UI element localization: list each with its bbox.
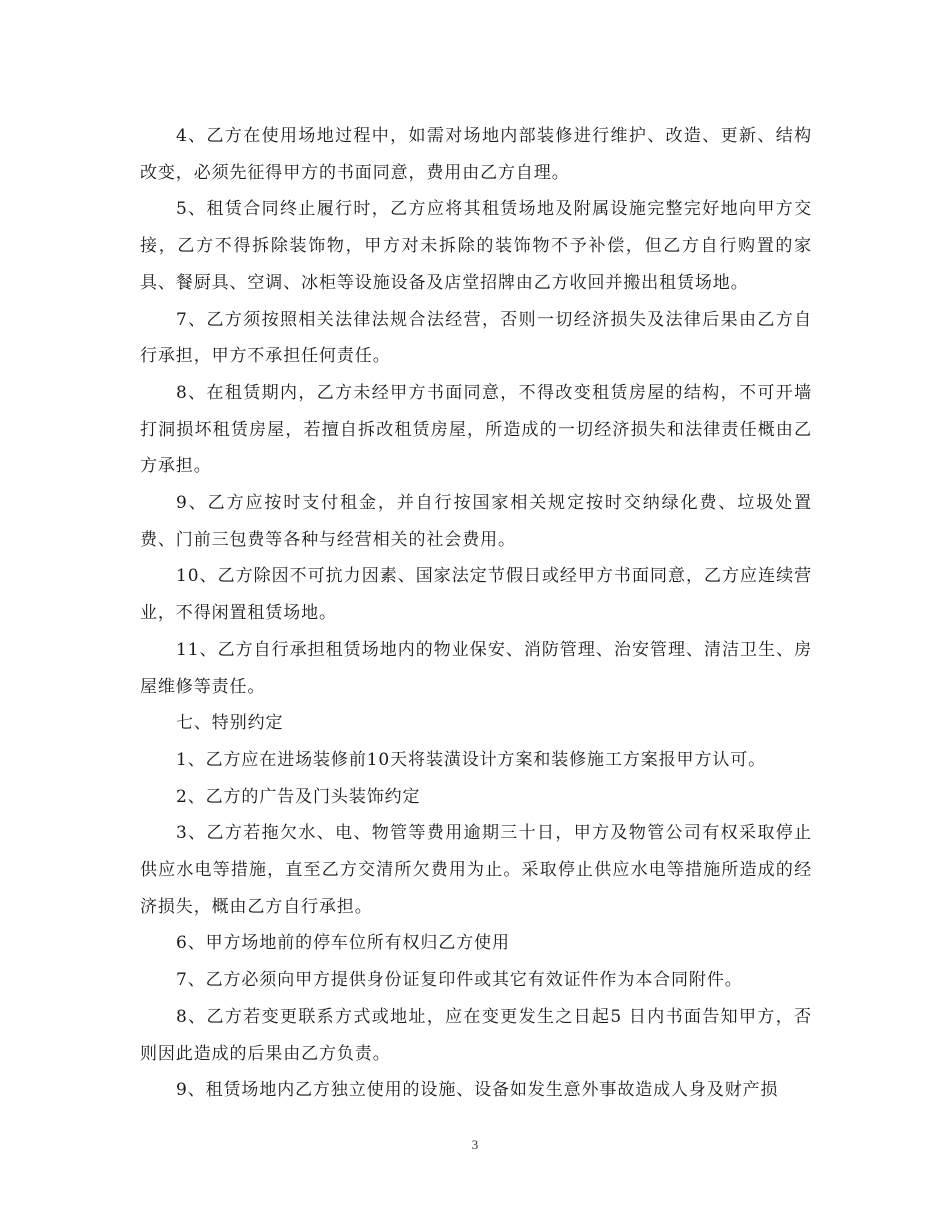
clause-5-termination-handover: 5、租赁合同终止履行时，乙方应将其租赁场地及附属设施完整完好地向甲方交接，乙方不得拆除装饰物，甲方对未拆除的装饰物不予补偿，但乙方自行购置的家具、餐厨具、空调、冰柜等设施设备及店堂招牌由乙方收回并搬出租赁场地。 bbox=[140, 199, 812, 293]
special-clause-9-accidents: 9、租赁场地内乙方独立使用的设施、设备如发生意外事故造成人身及财产损 bbox=[176, 1080, 779, 1101]
clause-7-legal-operation: 7、乙方须按照相关法律法规合法经营，否则一切经济损失及法律后果由乙方自行承担，甲方不承担任何责任。 bbox=[140, 309, 812, 367]
clause-8-structure-change: 8、在租赁期内，乙方未经甲方书面同意，不得改变租赁房屋的结构，不可开墙打洞损坏租赁房屋，若擅自拆改租赁房屋，所造成的一切经济损失和法律责任概由乙方承担。 bbox=[140, 382, 812, 477]
clause-11-property-responsibilities: 11、乙方自行承担租赁场地内的物业保安、消防管理、治安管理、清洁卫生、房屋维修等责任。 bbox=[140, 639, 812, 697]
clause-10-continuous-operation: 10、乙方除因不可抗力因素、国家法定节假日或经甲方书面同意，乙方应连续营业，不得闲置租赁场地。 bbox=[140, 566, 812, 624]
clause-4-maintenance: 4、乙方在使用场地过程中，如需对场地内部装修进行维护、改造、更新、结构改变，必须先征得甲方的书面同意，费用由乙方自理。 bbox=[140, 126, 812, 183]
document-body bbox=[140, 118, 812, 1109]
special-clause-6-parking: 6、甲方场地前的停车位所有权归乙方使用 bbox=[176, 933, 510, 954]
special-clause-8-contact-change: 8、乙方若变更联系方式或地址，应在变更发生之日起5 日内书面告知甲方，否则因此造成的后果由乙方负责。 bbox=[140, 1006, 812, 1064]
special-clause-3-arrears: 3、乙方若拖欠水、电、物管等费用逾期三十日，甲方及物管公司有权采取停止供应水电等措施，直至乙方交清所欠费用为止。采取停止供应水电等措施所造成的经济损失，概由乙方自行承担。 bbox=[140, 823, 812, 917]
special-clause-1-design-approval: 1、乙方应在进场装修前10天将装潢设计方案和装修施工方案报甲方认可。 bbox=[176, 749, 767, 770]
clause-9-rent-payment: 9、乙方应按时支付租金，并自行按国家相关规定按时交纳绿化费、垃圾处置费、门前三包费等各种与经营相关的社会费用。 bbox=[140, 493, 812, 550]
section-heading-special-terms: 七、特别约定 bbox=[176, 713, 284, 734]
special-clause-2-signage: 2、乙方的广告及门头装饰约定 bbox=[176, 786, 421, 807]
special-clause-7-id-copy: 7、乙方必须向甲方提供身份证复印件或其它有效证件作为本合同附件。 bbox=[176, 970, 743, 991]
page-number: 3 bbox=[471, 1137, 479, 1152]
